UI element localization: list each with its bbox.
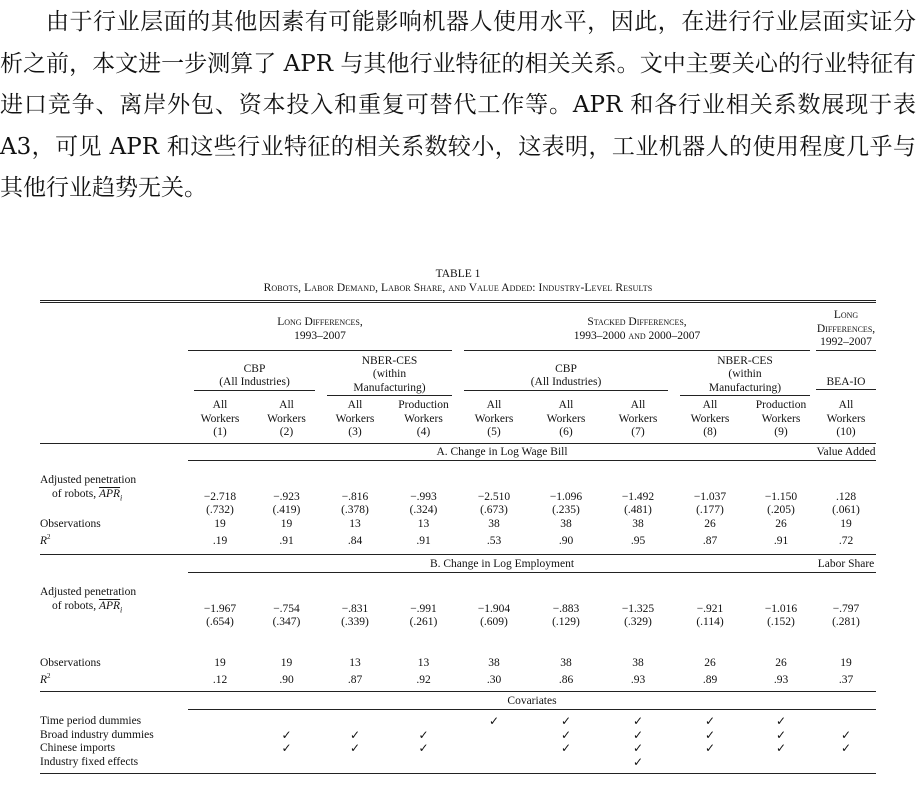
nber-manuf: Manufacturing)	[327, 382, 452, 397]
panel-b-obs-4: 13	[417, 656, 430, 669]
column-header-l2: Workers	[404, 412, 443, 425]
column-header-l2: Workers	[335, 412, 375, 425]
empty-cell	[458, 742, 530, 756]
column-header-num: (2)	[279, 426, 294, 438]
panel-b-r2-row	[40, 670, 876, 687]
panel-a-r2-4: .91	[416, 535, 431, 548]
panel-a-r2-9: .91	[773, 535, 789, 548]
panel-a-coef-1: −2.718	[203, 490, 237, 503]
panel-a-coef-7: −1.492	[621, 490, 655, 503]
panel-a-obs-8: 26	[704, 517, 716, 530]
panel-a-se-4: (.324)	[409, 504, 438, 517]
panel-a-se-1: (.732)	[206, 504, 234, 517]
panel-b-obs-2: 19	[280, 656, 293, 669]
panel-a-r2-10: .72	[838, 535, 854, 548]
panel-a-se-10: (.061)	[832, 504, 860, 517]
covariate-label: Industry fixed effects	[40, 755, 139, 768]
panel-a-obs-5: 38	[488, 517, 500, 530]
empty-cell	[188, 715, 252, 729]
panel-b-se-9: (.152)	[767, 616, 795, 629]
panel-b-r2-label: $R^2$	[40, 672, 51, 687]
panel-a-se-5: (.673)	[480, 504, 508, 517]
panel-a-obs-label: Observations	[40, 517, 101, 530]
panel-b-se-6: (.129)	[552, 616, 580, 629]
covariate-row	[40, 715, 876, 729]
empty-cell	[252, 715, 321, 729]
check-icon: ✓	[418, 727, 429, 742]
results-table	[40, 303, 876, 774]
panel-a-se-row	[40, 504, 876, 518]
panel-a-coef-5: −2.510	[477, 490, 511, 503]
panel-a-obs-7: 38	[632, 517, 644, 530]
column-header-1	[188, 399, 252, 440]
column-header-num: (1)	[213, 426, 227, 438]
check-icon: ✓	[560, 714, 572, 729]
panel-a-r2-6: .90	[558, 535, 574, 548]
dataset-header-row	[40, 355, 876, 397]
panel-b-se-2: (.347)	[272, 616, 301, 629]
panel-b-label-1: Adjusted penetration	[40, 586, 137, 599]
panel-a-r2-row	[40, 531, 876, 548]
covariate-label: Broad industry dummies	[40, 728, 154, 741]
panel-b-coef-7: −1.325	[621, 602, 655, 615]
empty-cell	[816, 756, 876, 770]
stacked-diff-years: 1993–2000 and 2000–2007	[573, 329, 701, 342]
table-title: Robots, Labor Demand, Labor Share, and Value Added: Industry-Level Results	[263, 281, 653, 294]
empty-cell	[458, 729, 530, 743]
covariate-row	[40, 756, 876, 770]
column-header-l2: Workers	[267, 412, 306, 425]
column-header-l1: All	[212, 399, 228, 411]
panel-a-right: Value Added	[816, 444, 876, 461]
check-icon: ✓	[840, 741, 852, 756]
cbp-sub: (All Industries)	[194, 376, 315, 391]
column-header-7	[602, 399, 674, 440]
covariate-label: Time period dummies	[40, 715, 142, 728]
covariates-title-row	[40, 692, 876, 710]
column-header-l2: Workers	[690, 412, 730, 425]
column-header-6	[530, 399, 602, 440]
empty-cell	[321, 756, 389, 770]
panel-b-r2-6: .86	[558, 674, 574, 687]
panel-b-r2-4: .92	[416, 674, 431, 687]
covariates-title: Covariates	[188, 692, 876, 710]
panel-a-r2-5: .53	[486, 535, 502, 548]
column-header-5	[458, 399, 530, 440]
column-header-num: (10)	[836, 426, 856, 438]
covariate-label: Chinese imports	[40, 742, 116, 755]
panel-b-coef-6: −.883	[552, 602, 580, 615]
paragraph-text: 由于行业层面的其他因素有可能影响机器人使用水平，因此，在进行行业层面实证分析之前，本文进一步测算了 APR 与其他行业特征的相关关系。文中主要关心的行业特征有进口竞争、离岸外包、资本投入和重复可替代工作等。APR 和各行业相关系数展现于表 A3，可见 APR 和这些行业特征的相关系数较小，这表明，工业机器人的使用程度几乎与其他行业趋势无关。	[0, 9, 916, 201]
empty-cell	[188, 742, 252, 756]
column-header-row	[40, 399, 876, 440]
panel-a-r2-7: .95	[630, 535, 646, 548]
panel-b-r2-3: .87	[347, 674, 363, 687]
panel-a-r2-8: .87	[702, 535, 718, 548]
nber-within: (within	[372, 368, 407, 380]
panel-b-se-5: (.609)	[480, 616, 508, 629]
panel-b-obs-6: 38	[560, 656, 572, 669]
column-header-l1: All	[838, 399, 854, 411]
panel-a-obs-3: 13	[349, 517, 361, 530]
column-header-l2: Workers	[474, 412, 514, 425]
column-header-num: (6)	[559, 426, 573, 438]
empty-cell	[252, 756, 321, 770]
column-header-2	[252, 399, 321, 440]
empty-cell	[321, 715, 389, 729]
check-icon: ✓	[704, 741, 716, 756]
panel-b-r2-10: .37	[838, 674, 854, 687]
empty-cell	[458, 756, 530, 770]
column-header-l1: All	[347, 399, 363, 411]
bottom-rule	[40, 773, 876, 774]
panel-a-se-3: (.378)	[341, 504, 369, 517]
empty-cell	[188, 729, 252, 743]
panel-b-coef-4: −.991	[410, 602, 437, 615]
panel-b-coef-3: −.831	[341, 602, 369, 615]
panel-b-obs-row	[40, 657, 876, 671]
long-diff-years: 1993–2007	[294, 329, 346, 342]
panel-a-se-6: (.235)	[552, 504, 580, 517]
panel-a-title: A. Change in Log Wage Bill	[188, 444, 816, 461]
check-icon: ✓	[349, 741, 361, 756]
panel-a-obs-9: 26	[775, 517, 787, 530]
cbp-label-2: CBP	[555, 362, 577, 375]
panel-b-obs-8: 26	[704, 656, 716, 669]
panel-a-coef-10: .128	[835, 490, 857, 503]
panel-a-r2-label: $R^2$	[40, 533, 51, 548]
panel-b-se-1: (.654)	[206, 616, 234, 629]
panel-b-r2-2: .90	[279, 674, 294, 687]
check-icon: ✓	[775, 741, 787, 756]
panel-b-se-10: (.281)	[832, 616, 860, 629]
check-icon: ✓	[632, 741, 644, 756]
table-number: TABLE 1	[435, 268, 481, 280]
column-header-num: (8)	[703, 426, 717, 438]
panel-b-r2-8: .89	[702, 674, 718, 687]
panel-b-obs-label: Observations	[40, 656, 101, 669]
panel-a-r2-3: .84	[347, 535, 363, 548]
panel-a-se-9: (.205)	[767, 504, 795, 517]
panel-b-se-3: (.339)	[341, 616, 369, 629]
panel-b-se-row	[40, 616, 876, 630]
panel-a-label-2: of robots, $\overline{APR}_i$	[52, 487, 123, 502]
check-icon: ✓	[281, 741, 292, 756]
stacked-diff-label: Stacked Differences,	[587, 316, 687, 328]
panel-a-obs-4: 13	[417, 517, 430, 530]
panel-b-obs-1: 19	[214, 656, 226, 669]
long-diff2-a: Long	[833, 309, 859, 321]
empty-cell	[389, 715, 458, 729]
body-paragraph	[0, 2, 916, 210]
empty-cell	[188, 756, 252, 770]
panel-a-coef-9: −1.150	[764, 490, 798, 503]
check-icon: ✓	[704, 714, 716, 729]
check-icon: ✓	[840, 727, 852, 742]
panel-b-se-4: (.261)	[409, 616, 438, 629]
column-header-3	[321, 399, 389, 440]
column-header-4	[389, 399, 458, 440]
panel-b-title-row	[40, 555, 876, 573]
check-icon: ✓	[560, 741, 572, 756]
check-icon: ✓	[632, 714, 644, 729]
panel-b-obs-7: 38	[632, 656, 644, 669]
column-header-l2: Workers	[618, 412, 658, 425]
panel-b-coef-5: −1.904	[477, 602, 511, 615]
cbp-sub-2: (All Industries)	[464, 376, 668, 391]
column-header-num: (4)	[416, 426, 431, 438]
panel-a-obs-2: 19	[280, 517, 293, 530]
column-header-l1: All	[630, 399, 646, 411]
long-diff-label: Long Differences,	[277, 316, 363, 328]
panel-b-obs-9: 26	[775, 656, 787, 669]
panel-a-obs-10: 19	[840, 517, 852, 530]
panel-a-se-2: (.419)	[272, 504, 301, 517]
nber-within-2: (within	[728, 368, 762, 380]
column-header-l2: Workers	[761, 412, 801, 425]
panel-a-obs-row	[40, 518, 876, 532]
long-diff2-years: 1992–2007	[820, 336, 872, 348]
check-icon: ✓	[418, 741, 429, 756]
column-header-8	[674, 399, 746, 440]
panel-b-coef-8: −.921	[696, 602, 724, 615]
covariates-body	[40, 715, 876, 769]
empty-cell	[530, 756, 602, 770]
panel-b-coef-10: −.797	[832, 602, 860, 615]
panel-b-r2-7: .93	[630, 674, 646, 687]
covariate-row	[40, 729, 876, 743]
column-header-l1: All	[558, 399, 574, 411]
nber-manuf-2: Manufacturing)	[680, 382, 810, 397]
cbp-label: CBP	[243, 362, 266, 375]
panel-a-obs-1: 19	[214, 517, 226, 530]
empty-cell	[816, 715, 876, 729]
check-icon: ✓	[632, 727, 644, 742]
check-icon: ✓	[488, 714, 500, 729]
panel-a-r2-1: .19	[212, 535, 228, 548]
check-icon: ✓	[281, 727, 292, 742]
results-table-block	[40, 268, 876, 774]
panel-b-r2-9: .93	[773, 674, 789, 687]
check-icon: ✓	[632, 754, 644, 769]
column-header-num: (5)	[487, 426, 501, 438]
column-header-num: (7)	[631, 426, 645, 438]
panel-b-obs-3: 13	[349, 656, 361, 669]
column-header-9	[746, 399, 816, 440]
panel-b-se-8: (.114)	[696, 616, 724, 629]
panel-b-obs-10: 19	[840, 656, 852, 669]
column-header-num: (9)	[774, 426, 788, 438]
column-header-num: (3)	[348, 426, 362, 438]
panel-a-label-1: Adjusted penetration	[40, 474, 137, 486]
panel-a-obs-6: 38	[560, 517, 572, 530]
beaio-label: BEA-IO	[816, 376, 876, 391]
panel-b-r2-5: .30	[486, 674, 502, 687]
panel-a-r2-2: .91	[279, 535, 294, 548]
column-header-10	[816, 399, 876, 440]
panel-b-coef-9: −1.016	[764, 602, 798, 615]
panel-b-obs-5: 38	[488, 656, 500, 669]
long-diff2-b: Differences,	[816, 322, 876, 335]
column-header-l1: All	[702, 399, 718, 411]
panel-a-title-row	[40, 444, 876, 461]
panel-a-coef-6: −1.096	[549, 490, 583, 503]
empty-cell	[674, 756, 746, 770]
check-icon: ✓	[704, 727, 716, 742]
check-icon: ✓	[349, 727, 361, 742]
panel-b-coef-2: −.754	[273, 602, 300, 615]
panel-b-coef-1: −1.967	[203, 602, 237, 615]
panel-a-coef-2: −.923	[273, 490, 300, 503]
panel-a-coef-8: −1.037	[693, 490, 727, 503]
empty-cell	[389, 756, 458, 770]
panel-a-se-7: (.481)	[624, 504, 652, 517]
empty-cell	[746, 756, 816, 770]
column-header-l2: Workers	[826, 412, 866, 425]
super-header-row	[40, 309, 876, 350]
panel-b-label-2: of robots, $\overline{APR}_i$	[52, 599, 123, 614]
panel-b-se-7: (.329)	[624, 616, 652, 629]
panel-a-coef-4: −.993	[410, 490, 437, 503]
column-header-l1: Production	[755, 399, 807, 411]
panel-a-coef-row	[40, 464, 876, 504]
nber-label-2: NBER-CES	[717, 354, 773, 367]
panel-b-title: B. Change in Log Employment	[188, 555, 816, 573]
column-header-l1: All	[486, 399, 502, 411]
column-header-l1: Production	[398, 399, 449, 411]
panel-b-right: Labor Share	[816, 555, 876, 573]
panel-a-se-8: (.177)	[696, 504, 724, 517]
check-icon: ✓	[775, 714, 787, 729]
column-header-l2: Workers	[200, 412, 240, 425]
panel-b-coef-row	[40, 576, 876, 616]
check-icon: ✓	[775, 727, 787, 742]
panel-a-coef-3: −.816	[341, 490, 369, 503]
check-icon: ✓	[560, 727, 572, 742]
nber-label: NBER-CES	[361, 354, 418, 367]
covariate-row	[40, 742, 876, 756]
panel-b-r2-1: .12	[212, 674, 228, 687]
column-header-l1: All	[279, 399, 294, 411]
column-header-l2: Workers	[546, 412, 586, 425]
